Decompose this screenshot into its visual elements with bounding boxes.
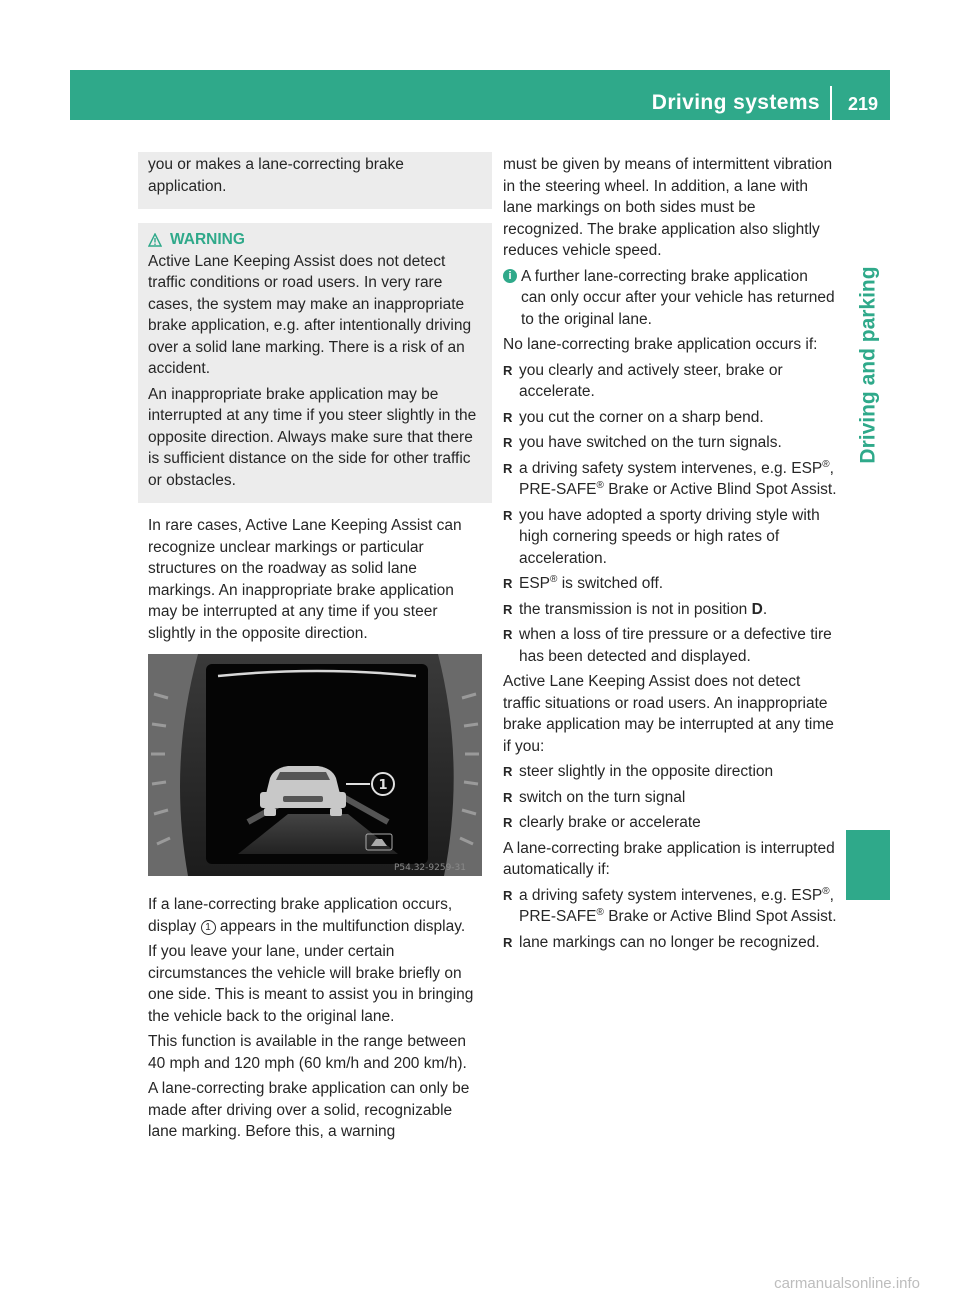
chapter-tab-label: Driving and parking [856, 266, 880, 464]
list-item: R you clearly and actively steer, brake or accelerate. [503, 360, 837, 403]
paragraph: This function is available in the range between 40 mph and 120 mph (60 km/h and 200 km/h). [148, 1033, 467, 1072]
paragraph: In rare cases, Active Lane Keeping Assist can recognize unclear markings or particular structures on the roadway as solid lane markings. An inappropriate brake application may be interrupted at any time if you steer slightly in the opposite direction. [148, 517, 462, 642]
watermark: carmanualsonline.info [774, 1274, 920, 1292]
warning-box [138, 223, 492, 503]
paragraph: If you leave your lane, under certain circumstances the vehicle will brake briefly on one side. This is meant to assist you in bringing the vehicle back to the original lane. [148, 943, 474, 1025]
chapter-tab [846, 245, 890, 480]
info-icon: i [503, 269, 517, 283]
paragraph: If a lane-correcting brake application occurs, display 1 appears in the multifunction display. [148, 896, 466, 935]
list-item: R a driving safety system intervenes, e.g. ESP®, PRE-SAFE® Brake or Active Blind Spot Assist. [503, 885, 837, 928]
list-item: R you have switched on the turn signals. [503, 432, 837, 454]
info-note [503, 266, 837, 331]
display-callout-number: 1 [378, 778, 388, 793]
list-item: R clearly brake or accelerate [503, 812, 837, 834]
paragraph: Active Lane Keeping Assist does not detect traffic situations or road users. An inappropriate brake application may be interrupted at any time if you: [503, 673, 834, 755]
multifunction-display-image [148, 654, 482, 876]
paragraph: A lane-correcting brake application is interrupted automatically if: [503, 839, 835, 878]
paragraph: No lane-correcting brake application occurs if: [503, 336, 818, 353]
warning-text-1: Active Lane Keeping Assist does not detect traffic conditions or road users. In very rare cases, the system may make an inappropriate brake application, e.g. after intentionally driving over a solid lane marking. There is a risk of an accident. [148, 252, 472, 377]
warning-heading [148, 229, 482, 251]
info-text: A further lane-correcting brake application can only occur after your vehicle has returned to the original lane. [521, 267, 835, 328]
list-item: R ESP® is switched off. [503, 573, 837, 595]
list-item: R switch on the turn signal [503, 787, 837, 809]
section-title: Driving systems [651, 91, 820, 114]
warning-text-2: An inappropriate brake application may be interrupted at any time if you steer slightly in the opposite direction. Always make sure that there is sufficient distance on the side for other traffic or obstacles. [148, 385, 477, 489]
continued-text: you or makes a lane-correcting brake application. [148, 156, 404, 195]
continued-box [138, 152, 492, 209]
list-item: R steer slightly in the opposite direction [503, 761, 837, 783]
image-reference-code: P54.32-9259-31 [393, 863, 466, 873]
list-item: R the transmission is not in position D. [503, 599, 837, 621]
page-number: 219 [847, 94, 878, 114]
paragraph: must be given by means of intermittent vibration in the steering wheel. In addition, a lane with lane markings on both sides must be recognized. The brake application also slightly reduces vehicle speed. [503, 156, 833, 259]
left-column [148, 154, 482, 1147]
list-item: R when a loss of tire pressure or a defective tire has been detected and displayed. [503, 624, 837, 667]
list-item: R you cut the corner on a sharp bend. [503, 407, 837, 429]
list-item: R you have adopted a sporty driving style with high cornering speeds or high rates of acceleration. [503, 505, 837, 570]
list-item: R lane markings can no longer be recognized. [503, 932, 837, 954]
header-divider [830, 86, 832, 120]
warning-title: WARNING [170, 231, 245, 248]
chapter-marker [846, 830, 890, 900]
list-item: R a driving safety system intervenes, e.g. ESP®, PRE-SAFE® Brake or Active Blind Spot Assist. [503, 458, 837, 501]
page-header [70, 70, 890, 120]
warning-triangle-icon [148, 233, 162, 247]
paragraph: A lane-correcting brake application can only be made after driving over a solid, recognizable lane marking. Before this, a warning [148, 1080, 470, 1140]
right-column [503, 154, 837, 957]
callout-1-icon: 1 [201, 920, 216, 935]
